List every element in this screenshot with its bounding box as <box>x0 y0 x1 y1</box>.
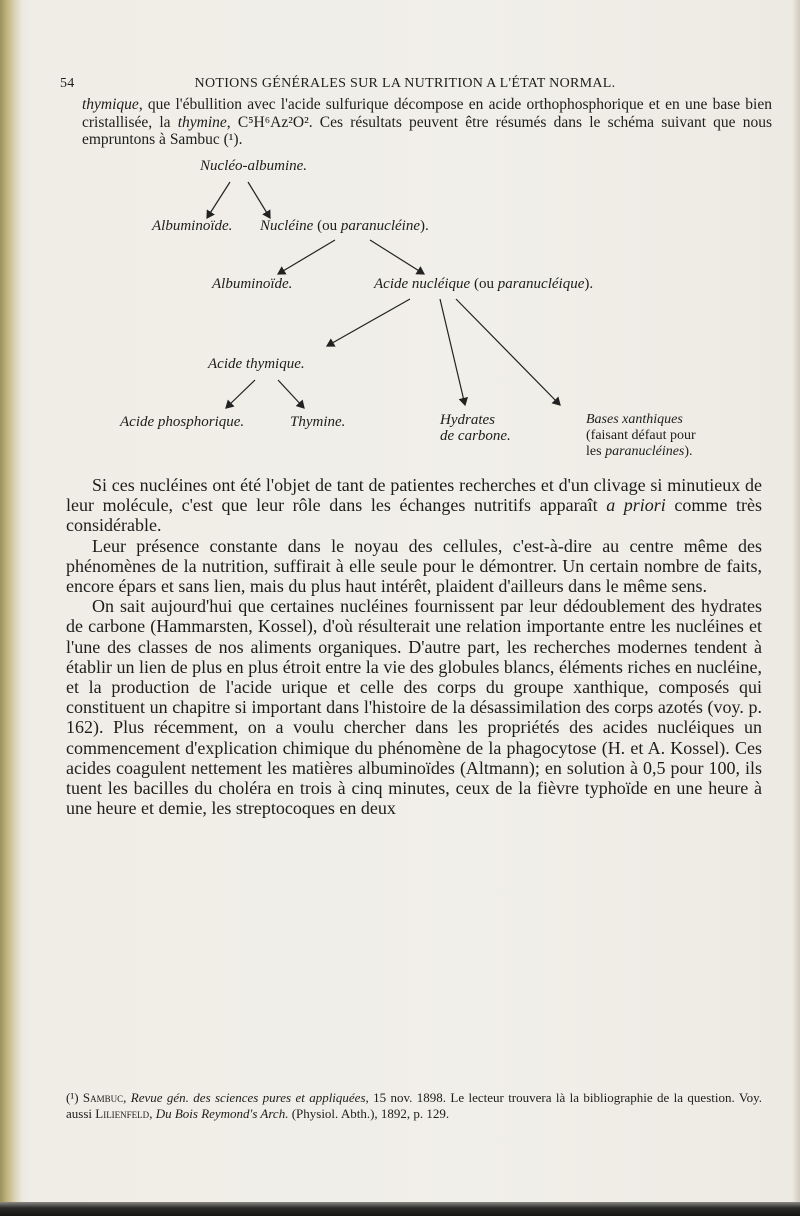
arrow-nucleine-left <box>278 240 335 274</box>
footnote: (¹) Sambuc, Revue gén. des sciences pures et appliquées, 15 nov. 1898. Le lecteur trouvera là la bibliographie de la question. Voy. aussi Lilienfeld, Du Bois Reymond's Arch. (Physiol. Abth.), 1892, p. 129. <box>66 1090 762 1121</box>
paragraph-1: Si ces nucléines ont été l'objet de tant de patientes recherches et d'un clivage si minutieux de leur molécule, c'est que leur rôle dans les échanges nutritifs apparaît a priori comme très considérable. <box>66 475 762 536</box>
arrow-root-right <box>248 182 270 218</box>
arrow-acide-nucleique-right <box>456 299 560 405</box>
page-number: 54 <box>60 76 75 91</box>
node-albuminoide-2: Albuminoïde. <box>212 276 293 292</box>
leaf-thymine: Thymine. <box>290 414 346 430</box>
intro-paragraph: thymique, que l'ébullition avec l'acide sulfurique décompose en acide orthophosphorique et en une base bien cristallisée, la thymine, C⁵H⁶Az²O². Ces résultats peuvent être résumés dans le schéma suivant que nous empruntons à Sambuc (¹). <box>82 96 773 148</box>
running-title: NOTIONS GÉNÉRALES SUR LA NUTRITION A L'ÉTAT NORMAL. <box>194 76 616 91</box>
node-acide-nucleique: Acide nucléique (ou paranucléique). <box>374 276 594 292</box>
intro-italic-word: thymique <box>82 96 139 113</box>
node-acide-thymique: Acide thymique. <box>208 356 305 372</box>
arrow-thymique-right <box>278 380 304 408</box>
arrow-acide-nucleique-middle <box>440 299 465 405</box>
chemical-formula: , C⁵H⁶Az²O². <box>226 113 313 131</box>
node-nucleo-albumine: Nucléo-albumine. <box>200 158 308 174</box>
node-nucleine: Nucléine (ou paranucléine). <box>260 218 429 234</box>
arrow-root-left <box>207 182 230 218</box>
paragraph-3: On sait aujourd'hui que certaines nucléines fournissent par leur dédoublement des hydrates de carbone (Hammarsten, Kossel), d'où résulterait une relation importante entre les nucléines et l'une des classes de nos aliments organiques. D'autre part, les recherches modernes tendent à établir un lien de plus en plus étroit entre la vie des globules blancs, éléments riches en nucléine, et la production de l'acide urique et celle des corps du groupe xanthique, composés qui constituent un chapitre si important dans l'histoire de la désassimilation des corps azotés (voy. p. 162). Plus récemment, on a voulu chercher dans les propriétés des acides nucléiques un commencement d'explication chimique du phénomène de la phagocytose (H. et A. Kossel). Ces acides coagulent nettement les matières albuminoïdes (Altmann); en solution à 0,5 pour 100, ils tuent les bacilles du choléra en trois à cinq minutes, ceux de la fièvre typhoïde en une heure à une heure et demie, les streptocoques en deux <box>66 596 762 819</box>
arrow-nucleine-right <box>370 240 424 274</box>
arrow-acide-nucleique-left <box>327 299 410 346</box>
leaf-acide-phosphorique: Acide phosphorique. <box>120 414 245 430</box>
leaf-bases-xanthiques: Bases xanthiques (faisant défaut pour les paranucléines). <box>586 412 696 459</box>
scan-bottom-edge <box>0 1202 800 1216</box>
main-text <box>66 475 762 818</box>
thymine-term: thymine <box>177 113 227 131</box>
node-albuminoide-1: Albuminoïde. <box>152 218 233 234</box>
arrow-thymique-left <box>226 380 255 408</box>
paragraph-2: Leur présence constante dans le noyau des cellules, c'est-à-dire au centre même des phénomènes de la nutrition, suffirait à elle seule pour le démontrer. Un certain nombre de faits, encore épars et sans lien, mais du plus haut intérêt, plaident d'ailleurs dans le même sens. <box>66 535 762 597</box>
leaf-hydrates-de-carbone: Hydrates de carbone. <box>440 412 511 444</box>
